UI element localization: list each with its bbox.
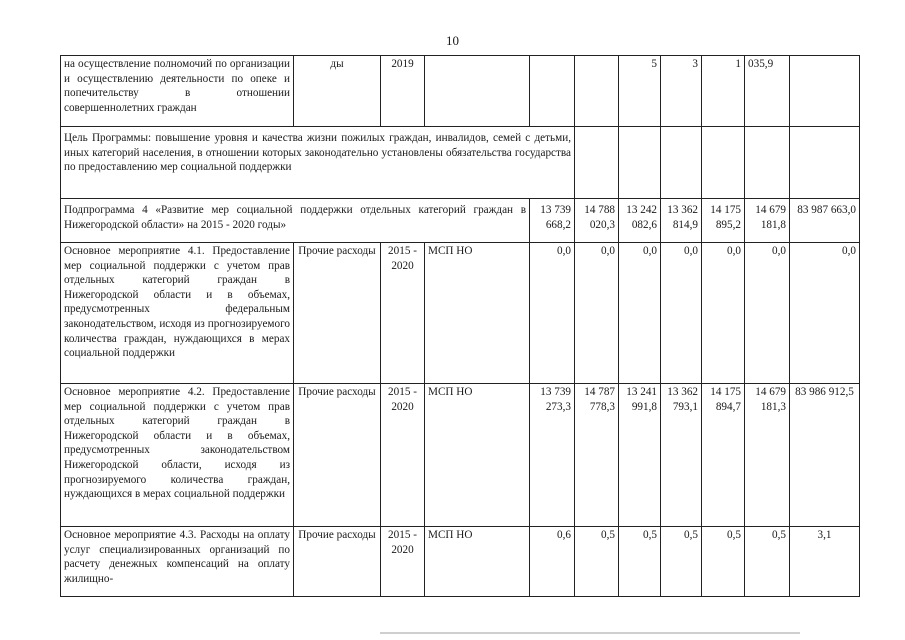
executor-cell: МСП НО (425, 384, 530, 527)
executor-cell: МСП НО (425, 527, 530, 597)
value-cell: 13 739 273,3 (530, 384, 575, 527)
value-cell: 5 (619, 56, 661, 127)
funding-source: Прочие расходы (294, 527, 381, 597)
value-cell (575, 56, 619, 127)
value-cell: 0,0 (575, 243, 619, 384)
value-cell: 14 175 894,7 (702, 384, 745, 527)
value-cell: 14 679 181,3 (745, 384, 790, 527)
value-cell: 0,5 (619, 527, 661, 597)
value-cell: 13 362 793,1 (661, 384, 702, 527)
value-cell: 0,0 (530, 243, 575, 384)
value-cell (790, 56, 860, 127)
value-cell: 13 241 991,8 (619, 384, 661, 527)
activity-description: Основное мероприятие 4.3. Расходы на оплату услуг специализированных организаций по расчету денежных компенсаций на оплату жилищно- (61, 527, 294, 597)
value-cell: 14 679 181,8 (745, 199, 790, 243)
table-row (61, 384, 860, 527)
value-cell: 3,1 (790, 527, 860, 597)
years-cell: 2015 - 2020 (381, 384, 425, 527)
value-cell: 0,5 (575, 527, 619, 597)
executor-cell (425, 56, 530, 127)
value-cell: 13 242 082,6 (619, 199, 661, 243)
funding-source: ды (294, 56, 381, 127)
value-cell: 0,5 (745, 527, 790, 597)
executor-cell: МСП НО (425, 243, 530, 384)
value-cell: 3 (661, 56, 702, 127)
activity-description: Основное мероприятие 4.1. Предоставление мер социальной поддержки с учетом прав отдельных категорий граждан в Нижегородской области и в объемах, предусмотренных федеральным законодательством, исходя из прогнозируемого количества граждан, нуждающихся в мерах социальной поддержки (61, 243, 294, 384)
value-cell: 1 (702, 56, 745, 127)
activity-description: на осуществление полномочий по организации и осуществлению деятельности по опеке и попечительству в отношении совершеннолетних граждан (61, 56, 294, 127)
goal-row (61, 127, 860, 199)
scan-artifact (380, 632, 800, 634)
subprogram-title: Подпрограмма 4 «Развитие мер социальной поддержки отдельных категорий граждан в Нижегородской области» на 2015 - 2020 годы» (61, 199, 530, 243)
table-row (61, 243, 860, 384)
funding-source: Прочие расходы (294, 384, 381, 527)
table-row (61, 527, 860, 597)
value-cell: 0,6 (530, 527, 575, 597)
value-cell: 0,0 (619, 243, 661, 384)
value-cell: 14 787 778,3 (575, 384, 619, 527)
years-cell: 2019 (381, 56, 425, 127)
value-cell: 0,0 (790, 243, 860, 384)
value-cell: 0,0 (661, 243, 702, 384)
value-cell (530, 56, 575, 127)
value-cell: 14 175 895,2 (702, 199, 745, 243)
value-cell: 035,9 (745, 56, 790, 127)
program-goal: Цель Программы: повышение уровня и качества жизни пожилых граждан, инвалидов, семей с детьми, иных категорий населения, в отношении которых законодательно установлены обязательства государства по предоставлению мер социальной поддержки (61, 127, 575, 199)
funding-source: Прочие расходы (294, 243, 381, 384)
value-cell: 0,0 (702, 243, 745, 384)
value-cell: 0,0 (745, 243, 790, 384)
years-cell: 2015 - 2020 (381, 243, 425, 384)
value-cell: 0,5 (661, 527, 702, 597)
value-cell: 83 987 663,0 (790, 199, 860, 243)
value-cell: 13 362 814,9 (661, 199, 702, 243)
value-cell: 14 788 020,3 (575, 199, 619, 243)
subprogram-row (61, 199, 860, 243)
value-cell: 0,5 (702, 527, 745, 597)
years-cell: 2015 - 2020 (381, 527, 425, 597)
value-cell: 83 986 912,5 (790, 384, 860, 527)
value-cell: 13 739 668,2 (530, 199, 575, 243)
table-row (61, 56, 860, 127)
page-number: 10 (446, 33, 459, 48)
program-table (60, 55, 860, 597)
activity-description: Основное мероприятие 4.2. Предоставление мер социальной поддержки с учетом прав отдельных категорий граждан в Нижегородской области и в объемах, предусмотренных законодательством Нижегородской области, исходя из прогнозируемого количества граждан, нуждающихся в мерах социальной поддержки (61, 384, 294, 527)
